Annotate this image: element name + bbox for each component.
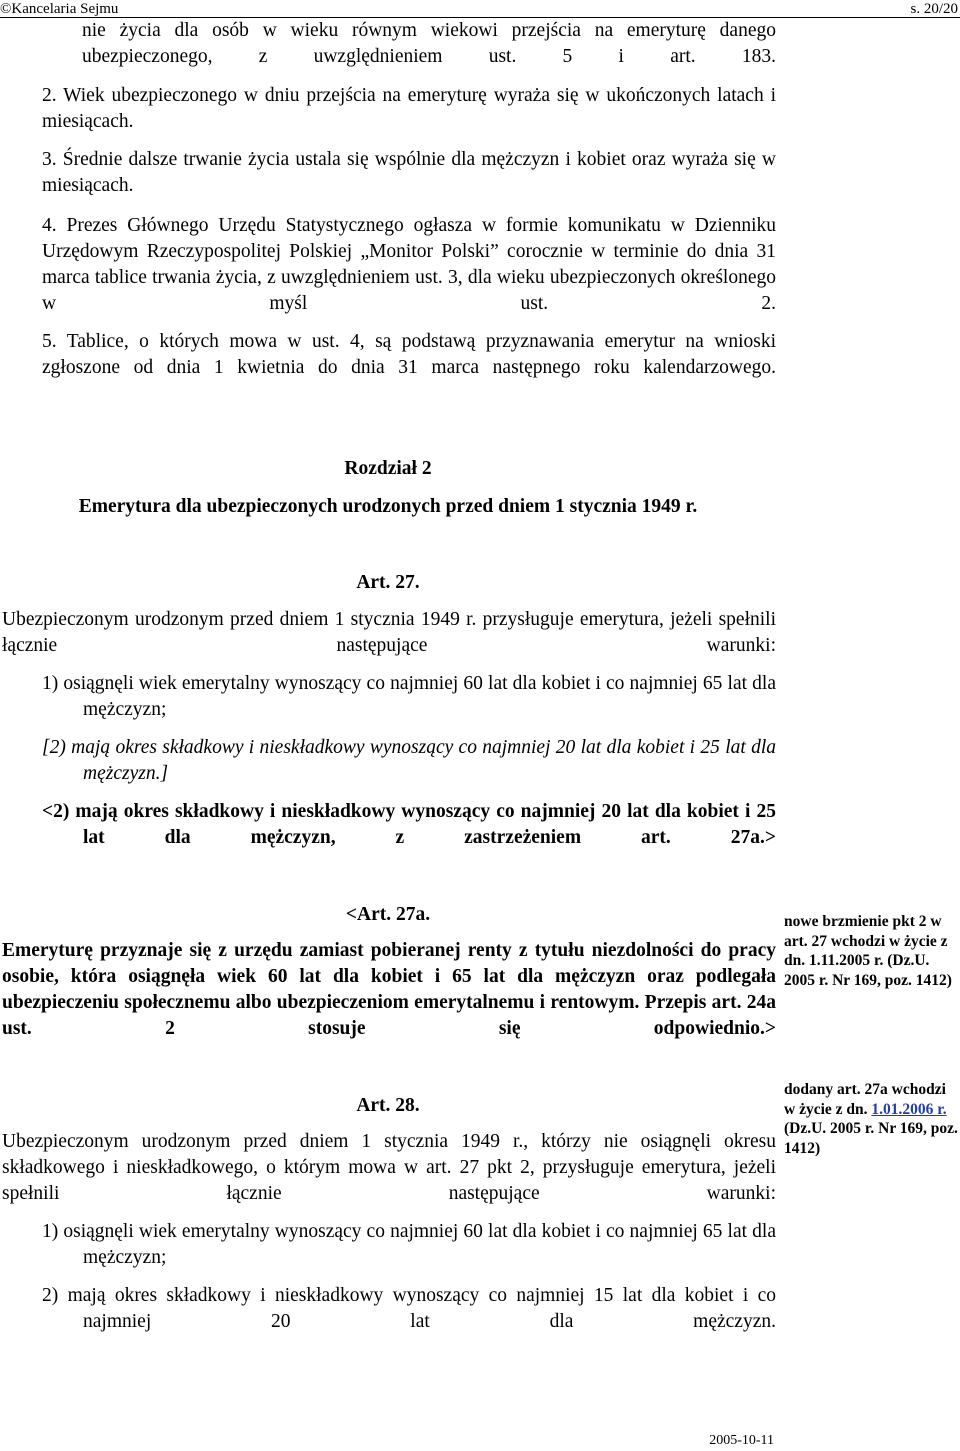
header-publisher: ©Kancelaria Sejmu bbox=[0, 1, 119, 17]
art28-item1: 1) osiągnęli wiek emerytalny wynoszący co najmniej 60 lat dla kobiet i co najmniej 65 lat dla mężczyzn; bbox=[42, 1221, 776, 1268]
art27-heading: Art. 27. bbox=[356, 572, 420, 593]
art27-item1: 1) osiągnęli wiek emerytalny wynoszący co najmniej 60 lat dla kobiet i co najmniej 65 lat dla mężczyzn; bbox=[42, 673, 776, 720]
footer-date: 2005-10-11 bbox=[709, 1433, 774, 1448]
header-page-number: s. 20/20 bbox=[910, 1, 958, 17]
margin-note-art27a-date-link[interactable]: 1.01.2006 r. bbox=[871, 1100, 947, 1118]
art28-heading: Art. 28. bbox=[356, 1095, 420, 1116]
art26-p1-continuation: nie życia dla osób w wieku równym wiekowi przejścia na emeryturę danego ubezpieczonego, z uwzględnieniem ust. 5 i art. 183. bbox=[82, 20, 776, 67]
art27-intro: Ubezpieczonym urodzonym przed dniem 1 stycznia 1949 r. przysługuje emerytura, jeżeli spełnili łącznie następujące warunki: bbox=[2, 609, 776, 656]
chapter-number: Rozdział 2 bbox=[344, 458, 432, 479]
art27a-body: Emeryturę przyznaje się z urzędu zamiast pobieranej renty z tytułu niezdolności do pracy osobie, która osiągnęła wiek 60 lat dla kobiet i 65 lat dla mężczyzn oraz podlegała ubezpieczeniu społecznemu albo ubezpieczeniom emerytalnemu i rentowym. Przepis art. 24a ust. 2 stosuje się odpowiednio.> bbox=[2, 940, 776, 1039]
art28-item2: 2) mają okres składkowy i nieskładkowy wynoszący co najmniej 15 lat dla kobiet i co najmniej 20 lat dla mężczyzn. bbox=[42, 1285, 776, 1332]
art27-item2-new: <2) mają okres składkowy i nieskładkowy wynoszący co najmniej 20 lat dla kobiet i 25 lat dla mężczyzn, z zastrzeżeniem art. 27a.> bbox=[42, 801, 776, 848]
margin-note-art27a-text-b: (Dz.U. 2005 r. Nr 169, poz. 1412) bbox=[784, 1120, 958, 1157]
margin-note-art27a-text-a: dodany art. 27a wchodzi w życie z dn. bbox=[784, 1081, 946, 1118]
art27-item2-old: [2) mają okres składkowy i nieskładkowy wynoszący co najmniej 20 lat dla kobiet i 25 lat dla mężczyzn.] bbox=[42, 737, 776, 784]
chapter-title: Emerytura dla ubezpieczonych urodzonych przed dniem 1 stycznia 1949 r. bbox=[78, 496, 698, 517]
art27a-heading: <Art. 27a. bbox=[345, 904, 431, 925]
art26-p2: 2. Wiek ubezpieczonego w dniu przejścia na emeryturę wyraża się w ukończonych latach i miesiącach. bbox=[42, 85, 776, 132]
art26-p5: 5. Tablice, o których mowa w ust. 4, są podstawą przyznawania emerytur na wnioski zgłoszone od dnia 1 kwietnia do dnia 31 marca następnego roku kalendarzowego. bbox=[42, 331, 776, 378]
margin-note-art27-pkt2: nowe brzmienie pkt 2 w art. 27 wchodzi w życie z dn. 1.11.2005 r. (Dz.U. 2005 r. Nr 169, poz. 1412) bbox=[784, 913, 952, 989]
art26-p4: 4. Prezes Głównego Urzędu Statystycznego ogłasza w formie komunikatu w Dzienniku Urzędowym Rzeczypospolitej Polskiej „Monitor Polski” corocznie w terminie do dnia 31 marca tablice trwania życia, z uwzględnieniem ust. 3, dla wieku ubezpieczonych określonego w myśl ust. 2. bbox=[42, 215, 776, 314]
art26-p3: 3. Średnie dalsze trwanie życia ustala się wspólnie dla mężczyzn i kobiet oraz wyraża się w miesiącach. bbox=[42, 149, 776, 196]
margin-note-art27a bbox=[784, 1080, 960, 1158]
art28-intro: Ubezpieczonym urodzonym przed dniem 1 stycznia 1949 r., którzy nie osiągnęli okresu składkowego i nieskładkowego, o którym mowa w art. 27 pkt 2, przysługuje emerytura, jeżeli spełnili łącznie następujące warunki: bbox=[2, 1131, 776, 1204]
